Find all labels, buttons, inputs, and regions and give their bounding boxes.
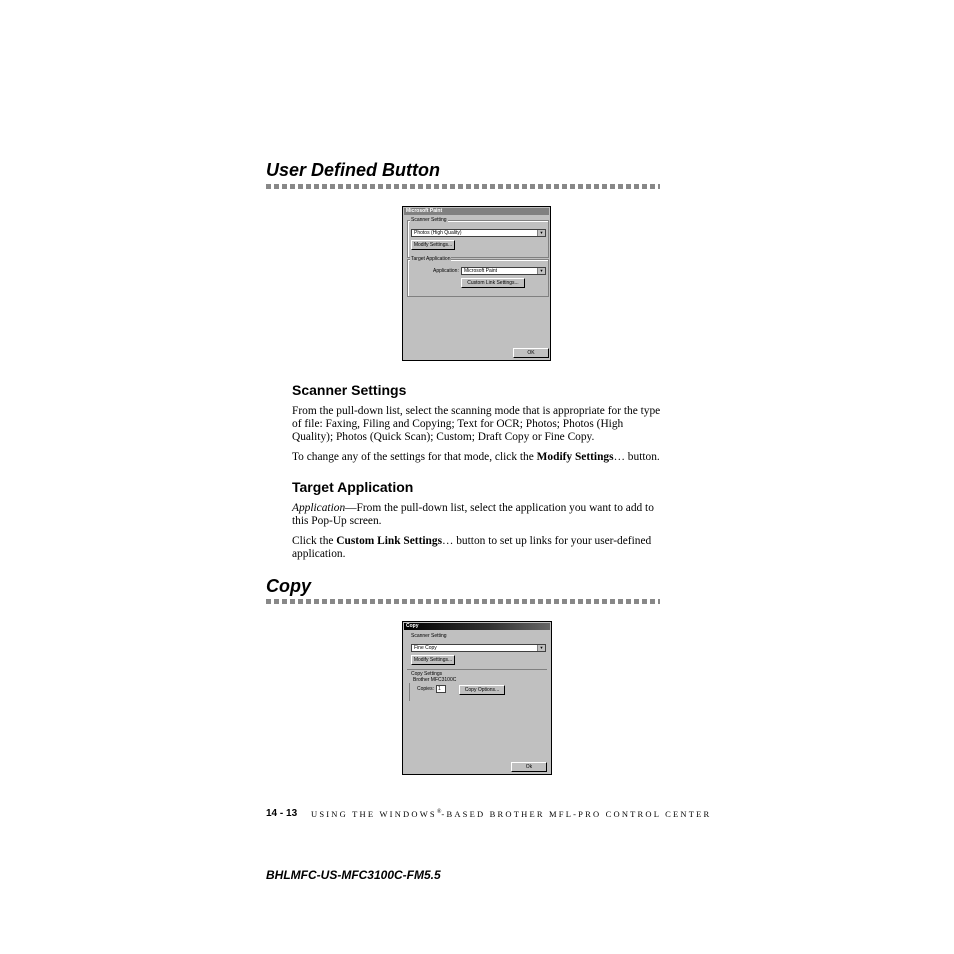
custom-link-paragraph: Click the Custom Link Settings… button to set up links for your user-defined application. bbox=[292, 535, 652, 560]
scanner-mode-select[interactable] bbox=[411, 229, 546, 237]
application-select[interactable] bbox=[461, 267, 546, 275]
scanner-mode-value: Fine Copy bbox=[414, 645, 437, 651]
scanner-mode-value: Photos (High Quality) bbox=[414, 230, 462, 236]
scanner-settings-paragraph: From the pull-down list, select the scanning mode that is appropriate for the type of file: Faxing, Filing and Copying; Text for OCR; Photos; Photos (High Quality); Photos (Quick Scan); Custom; Draft Copy or Fine Copy. bbox=[292, 405, 661, 443]
copies-label: Copies: bbox=[417, 686, 434, 692]
target-application-paragraph: Application—From the pull-down list, select the application you want to add to this Pop-Up screen. bbox=[292, 502, 654, 527]
modify-settings-button[interactable]: Modify Settings... bbox=[411, 240, 455, 250]
dialog-titlebar: Copy bbox=[404, 623, 550, 630]
custom-link-settings-button[interactable]: Custom Link Settings... bbox=[461, 278, 525, 288]
page-number: 14 - 13 bbox=[266, 808, 298, 819]
ok-button[interactable]: OK bbox=[513, 348, 549, 358]
dialog-titlebar: Microsoft Paint bbox=[404, 208, 549, 215]
scanner-settings-heading: Scanner Settings bbox=[292, 382, 407, 398]
target-application-heading: Target Application bbox=[292, 479, 414, 495]
copies-input[interactable]: 1 bbox=[436, 685, 446, 693]
scanner-setting-group bbox=[407, 220, 549, 258]
scanner-setting-label: Scanner Setting bbox=[411, 633, 447, 639]
chevron-down-icon[interactable]: ▼ bbox=[537, 645, 545, 651]
chevron-down-icon[interactable]: ▼ bbox=[537, 268, 545, 274]
scanner-setting-label: Scanner Setting bbox=[411, 217, 447, 223]
ok-button[interactable]: Ok bbox=[511, 762, 547, 772]
copy-options-button[interactable]: Copy Options... bbox=[459, 685, 505, 695]
application-label: Application: bbox=[433, 268, 459, 274]
application-value: Microsoft Paint bbox=[464, 268, 498, 274]
section-title-copy: Copy bbox=[266, 576, 311, 596]
running-footer: USING THE WINDOWS®-BASED BROTHER MFL-PRO CONTROL CENTER bbox=[311, 809, 712, 819]
document-id: BHLMFC-US-MFC3100C-FM5.5 bbox=[266, 868, 441, 882]
modify-settings-button[interactable]: Modify Settings... bbox=[411, 655, 455, 665]
dotted-rule bbox=[266, 184, 660, 189]
dotted-rule bbox=[266, 599, 660, 604]
copy-settings-label: Copy Settings bbox=[411, 671, 443, 677]
chevron-down-icon[interactable]: ▼ bbox=[537, 230, 545, 236]
scanner-mode-select[interactable] bbox=[411, 644, 546, 652]
section-title-user-defined-button: User Defined Button bbox=[266, 160, 441, 180]
microsoft-paint-dialog bbox=[402, 206, 551, 361]
device-label: Brother MFC3100C bbox=[413, 677, 457, 683]
copy-dialog bbox=[402, 621, 552, 775]
modify-settings-paragraph: To change any of the settings for that mode, click the Modify Settings… button. bbox=[292, 451, 660, 463]
target-application-label: Target Application bbox=[411, 256, 451, 262]
